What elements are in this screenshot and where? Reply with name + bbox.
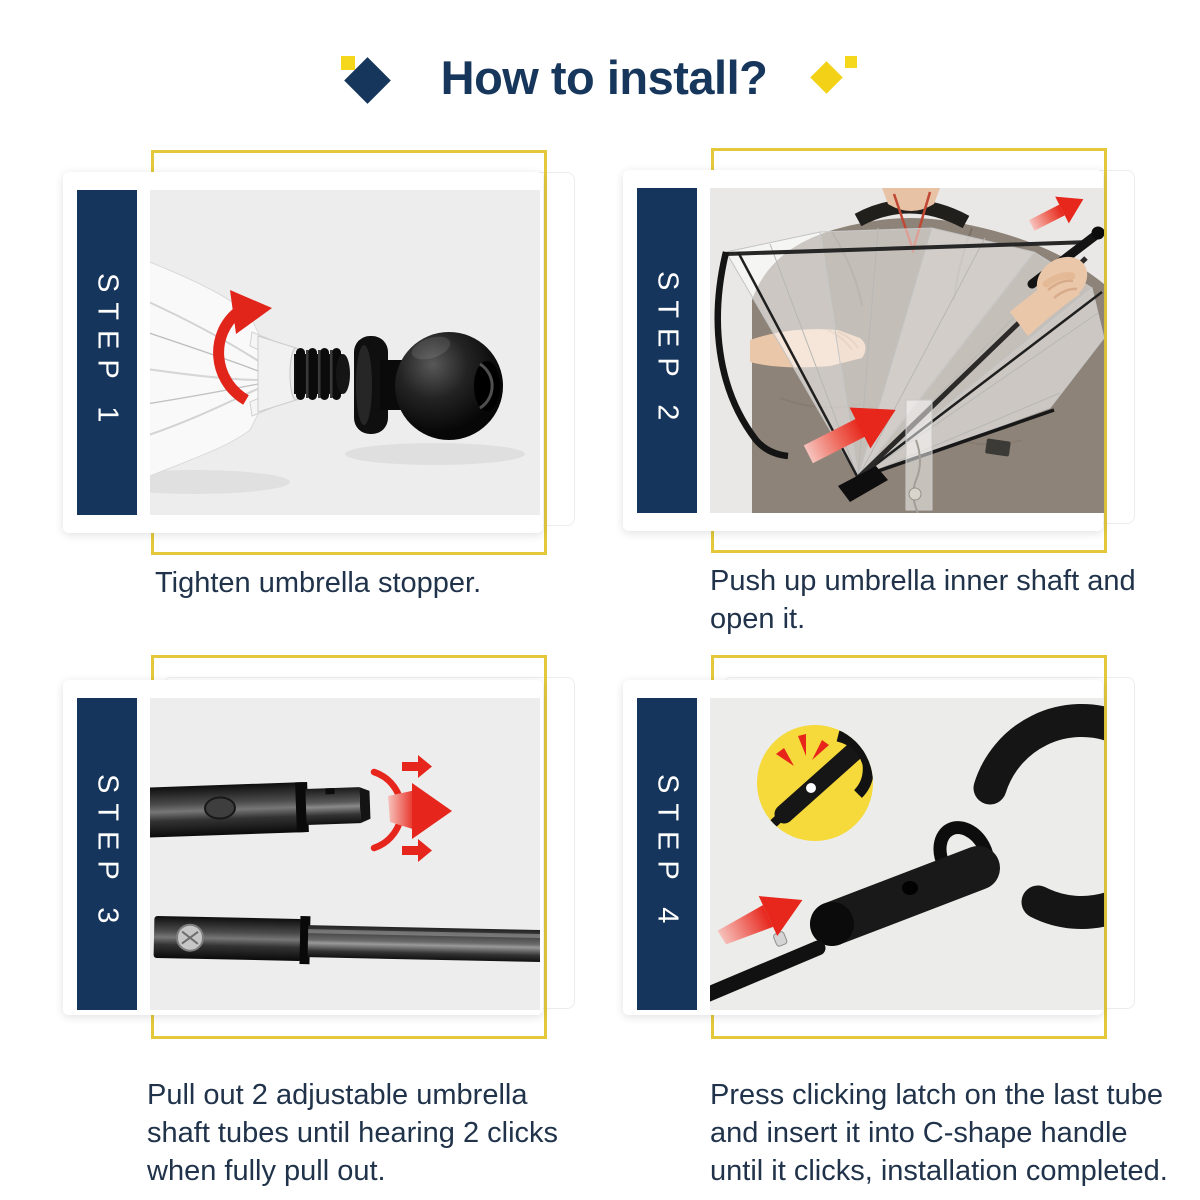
step-caption: Press clicking latch on the last tube and insert it into C-shape handle until it clicks, installation completed. <box>710 1079 1168 1187</box>
lower-shaft-tube <box>153 913 540 969</box>
step-photo <box>710 698 1104 1010</box>
step-panel-4 <box>623 655 1168 1200</box>
yellow-square-icon <box>845 56 857 68</box>
ball-stopper <box>354 332 503 440</box>
step-card <box>623 680 1103 1015</box>
step-photo <box>150 698 540 1010</box>
step-label: STEP 4 <box>651 774 684 934</box>
step-caption: Push up umbrella inner shaft and open it. <box>710 565 1136 635</box>
header <box>0 48 1200 106</box>
step-panel-2 <box>623 148 1135 650</box>
step-card <box>63 680 543 1015</box>
step-label: STEP 2 <box>651 270 684 431</box>
step-panel-1 <box>63 150 575 652</box>
step-bar <box>637 698 697 1010</box>
step-bar <box>77 190 137 515</box>
step-panel-3 <box>63 655 575 1200</box>
direction-arrow-icon <box>1025 188 1090 239</box>
small-arrow-icon <box>402 839 432 862</box>
title-ornament-right <box>813 50 859 104</box>
yellow-diamond-icon <box>811 61 844 94</box>
step-caption: Tighten umbrella stopper. <box>155 567 482 599</box>
upper-shaft-tube <box>150 780 371 838</box>
umbrella-stopper-illustration <box>150 190 540 515</box>
step-label: STEP 1 <box>91 272 124 433</box>
threaded-screw-tip <box>294 348 350 400</box>
yellow-square-icon <box>341 56 355 70</box>
step-label: STEP 3 <box>91 774 124 934</box>
latch-hole <box>902 881 918 895</box>
insert-arrow-icon <box>712 880 812 958</box>
click-detail-inset <box>757 725 873 841</box>
page-title: How to install? <box>440 50 768 104</box>
step-caption: Pull out 2 adjustable umbrella shaft tubes until hearing 2 clicks when fully pull out. <box>147 1079 559 1187</box>
step-photo <box>710 188 1104 513</box>
pull-out-tubes-illustration <box>150 698 540 1010</box>
latch-button <box>806 783 816 793</box>
step-bar <box>637 188 697 513</box>
step-card <box>63 172 543 533</box>
shadow <box>150 470 290 494</box>
small-arrow-icon <box>402 755 432 778</box>
push-up-shaft-illustration <box>710 188 1104 513</box>
shadow <box>345 443 525 465</box>
step-card <box>623 170 1103 531</box>
step-photo <box>150 190 540 515</box>
step-bar <box>77 698 137 1010</box>
c-handle-illustration <box>710 698 1104 1010</box>
title-ornament-left <box>341 48 395 106</box>
